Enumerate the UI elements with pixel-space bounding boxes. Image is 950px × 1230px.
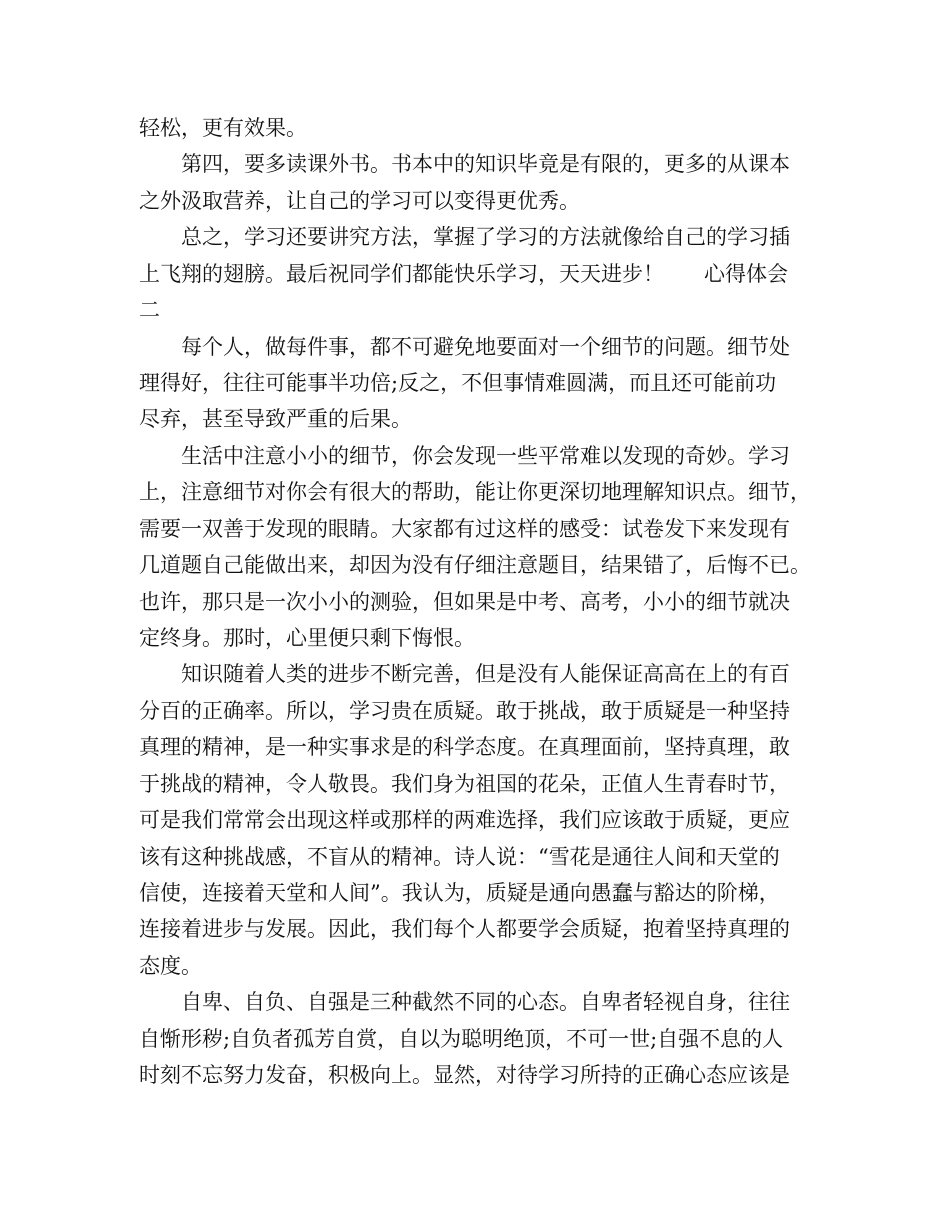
text-line: 态度。 [139, 954, 202, 978]
text-line: 自惭形秽;自负者孤芳自赏，自以为聪明绝顶，不可一世;自强不息的人 [139, 1027, 784, 1051]
text-line: 之外汲取营养，让自己的学习可以变得更优秀。 [139, 189, 580, 213]
text-line: 二 [139, 298, 160, 322]
text-line: 定终身。那时，心里便只剩下悔恨。 [139, 626, 475, 650]
text-line: 信使，连接着天堂和人间”。我认为，质疑是通向愚蠢与豁达的阶梯， [139, 881, 780, 905]
text-line: 理得好，往往可能事半功倍;反之，不但事情难圆满，而且还可能前功 [139, 371, 777, 395]
text-line: 时刻不忘努力发奋，积极向上。显然，对待学习所持的正确心态应该是 [139, 1063, 790, 1087]
text-line: 几道题自己能做出来，却因为没有仔细注意题目，结果错了，后悔不已。 [139, 553, 811, 577]
text-line: 真理的精神，是一种实事求是的科学态度。在真理面前，坚持真理，敢 [139, 735, 790, 759]
text-line: 知识随着人类的进步不断完善，但是没有人能保证高高在上的有百 [181, 662, 790, 686]
text-line: 生活中注意小小的细节，你会发现一些平常难以发现的奇妙。学习 [181, 444, 790, 468]
text-line: 第四，要多读课外书。书本中的知识毕竟是有限的，更多的从课本 [181, 152, 790, 176]
text-line: 连接着进步与发展。因此，我们每个人都要学会质疑，抱着坚持真理的 [139, 917, 790, 941]
text-line: 总之，学习还要讲究方法，掌握了学习的方法就像给自己的学习插 [181, 225, 790, 249]
text-line: 也许，那只是一次小小的测验，但如果是中考、高考，小小的细节就决 [139, 590, 790, 614]
text-line: 该有这种挑战感，不盲从的精神。诗人说：“雪花是通往人间和天堂的 [139, 845, 780, 869]
text-line: 尽弃，甚至导致严重的后果。 [139, 407, 412, 431]
text-line: 上飞翔的翅膀。最后祝同学们都能快乐学习，天天进步！ 心得体会 [139, 262, 789, 286]
text-line: 自卑、自负、自强是三种截然不同的心态。自卑者轻视自身，往往 [181, 990, 790, 1014]
text-line: 分百的正确率。所以，学习贵在质疑。敢于挑战，敢于质疑是一种坚持 [139, 699, 790, 723]
text-line: 可是我们常常会出现这样或那样的两难选择，我们应该敢于质疑，更应 [139, 808, 790, 832]
text-line: 上，注意细节对你会有很大的帮助，能让你更深切地理解知识点。细节， [139, 480, 811, 504]
text-line: 每个人，做每件事，都不可避免地要面对一个细节的问题。细节处 [181, 335, 790, 359]
text-line: 于挑战的精神，令人敬畏。我们身为祖国的花朵，正值人生青春时节， [139, 772, 790, 796]
text-line: 需要一双善于发现的眼睛。大家都有过这样的感受：试卷发下来发现有 [139, 517, 790, 541]
text-line: 轻松，更有效果。 [139, 116, 307, 140]
